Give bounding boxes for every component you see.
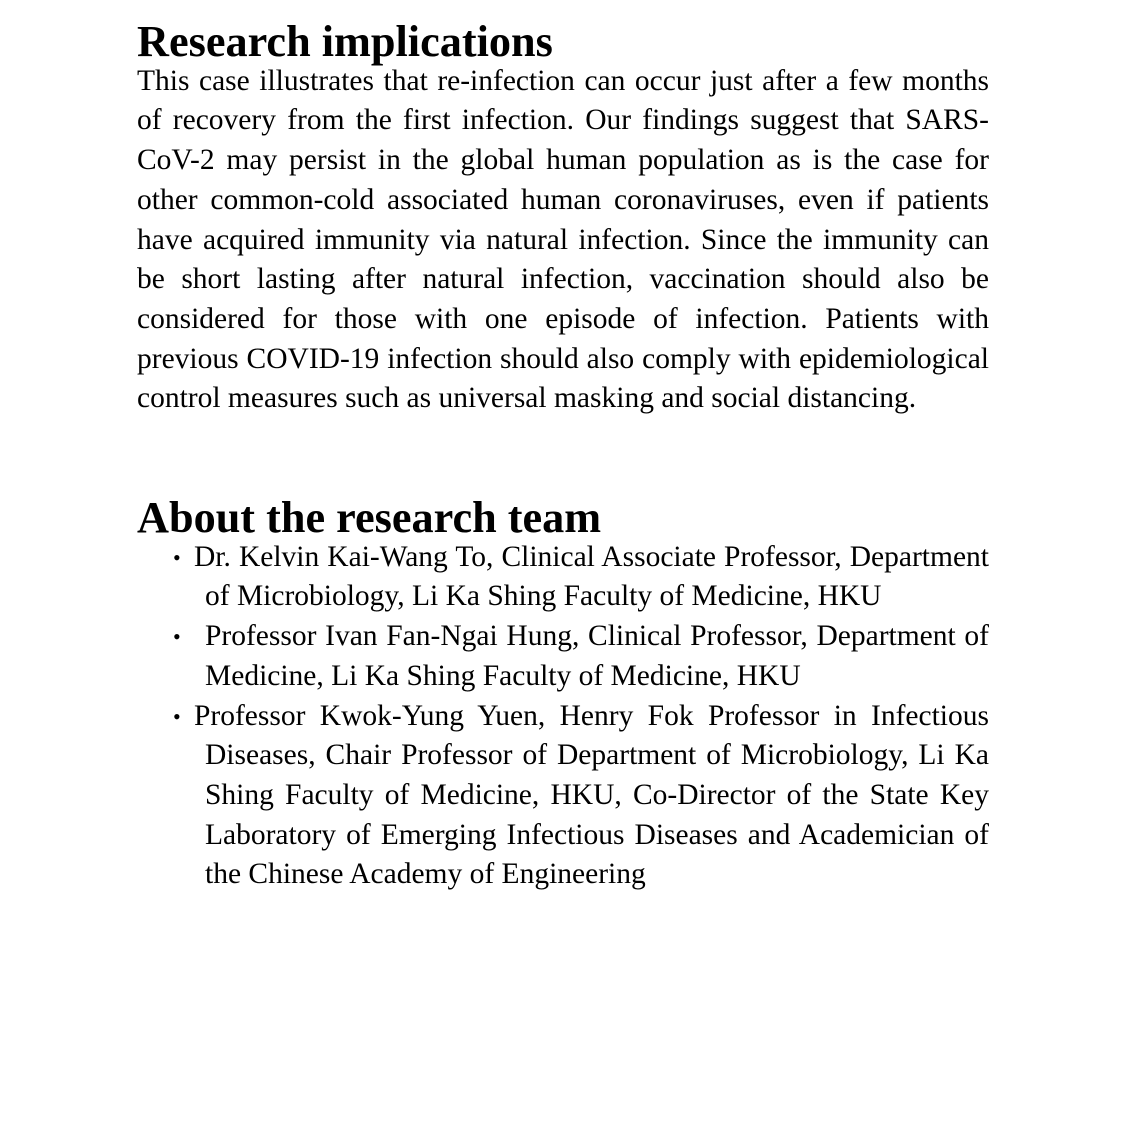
team-member-item [137,538,989,617]
research-team-list [137,538,989,895]
bullet-icon: • [173,703,181,729]
bullet-icon: • [173,544,181,570]
team-member-item [137,697,989,896]
bullet-icon: • [173,624,181,650]
research-team-heading: About the research team [137,493,602,543]
research-implications-body: This case illustrates that re-infection can occur just after a few months of recovery from the first infection. Our findings suggest that SARS-CoV-2 may persist in the global human population as is the case for other common-cold associated human coronaviruses, even if patients have acquired immunity via natural infection. Since the immunity can be short lasting after natural infection, vaccination should also be considered for those with one episode of infection. Patients with previous COVID-19 infection should also comply with epidemiological control measures such as universal masking and social distancing. [137,64,989,415]
team-member-text: Professor Kwok-Yung Yuen, Henry Fok Professor in Infectious Diseases, Chair Professor of Department of Microbiology, Li Ka Shing Faculty of Medicine, HKU, Co-Director of the State Key Laboratory of Emerging Infectious Diseases and Academician of the Chinese Academy of Engineering [194,699,989,891]
research-implications-section [137,17,989,419]
section-spacer [137,419,989,498]
research-team-section [137,493,989,895]
team-member-text: Dr. Kelvin Kai-Wang To, Clinical Associate Professor, Department of Microbiology, Li Ka Shing Faculty of Medicine, HKU [194,540,989,613]
document-page [137,17,989,895]
research-implications-heading: Research implications [137,17,553,66]
team-member-text: Professor Ivan Fan-Ngai Hung, Clinical Professor, Department of Medicine, Li Ka Shing Faculty of Medicine, HKU [205,620,989,692]
team-member-item [137,617,989,696]
